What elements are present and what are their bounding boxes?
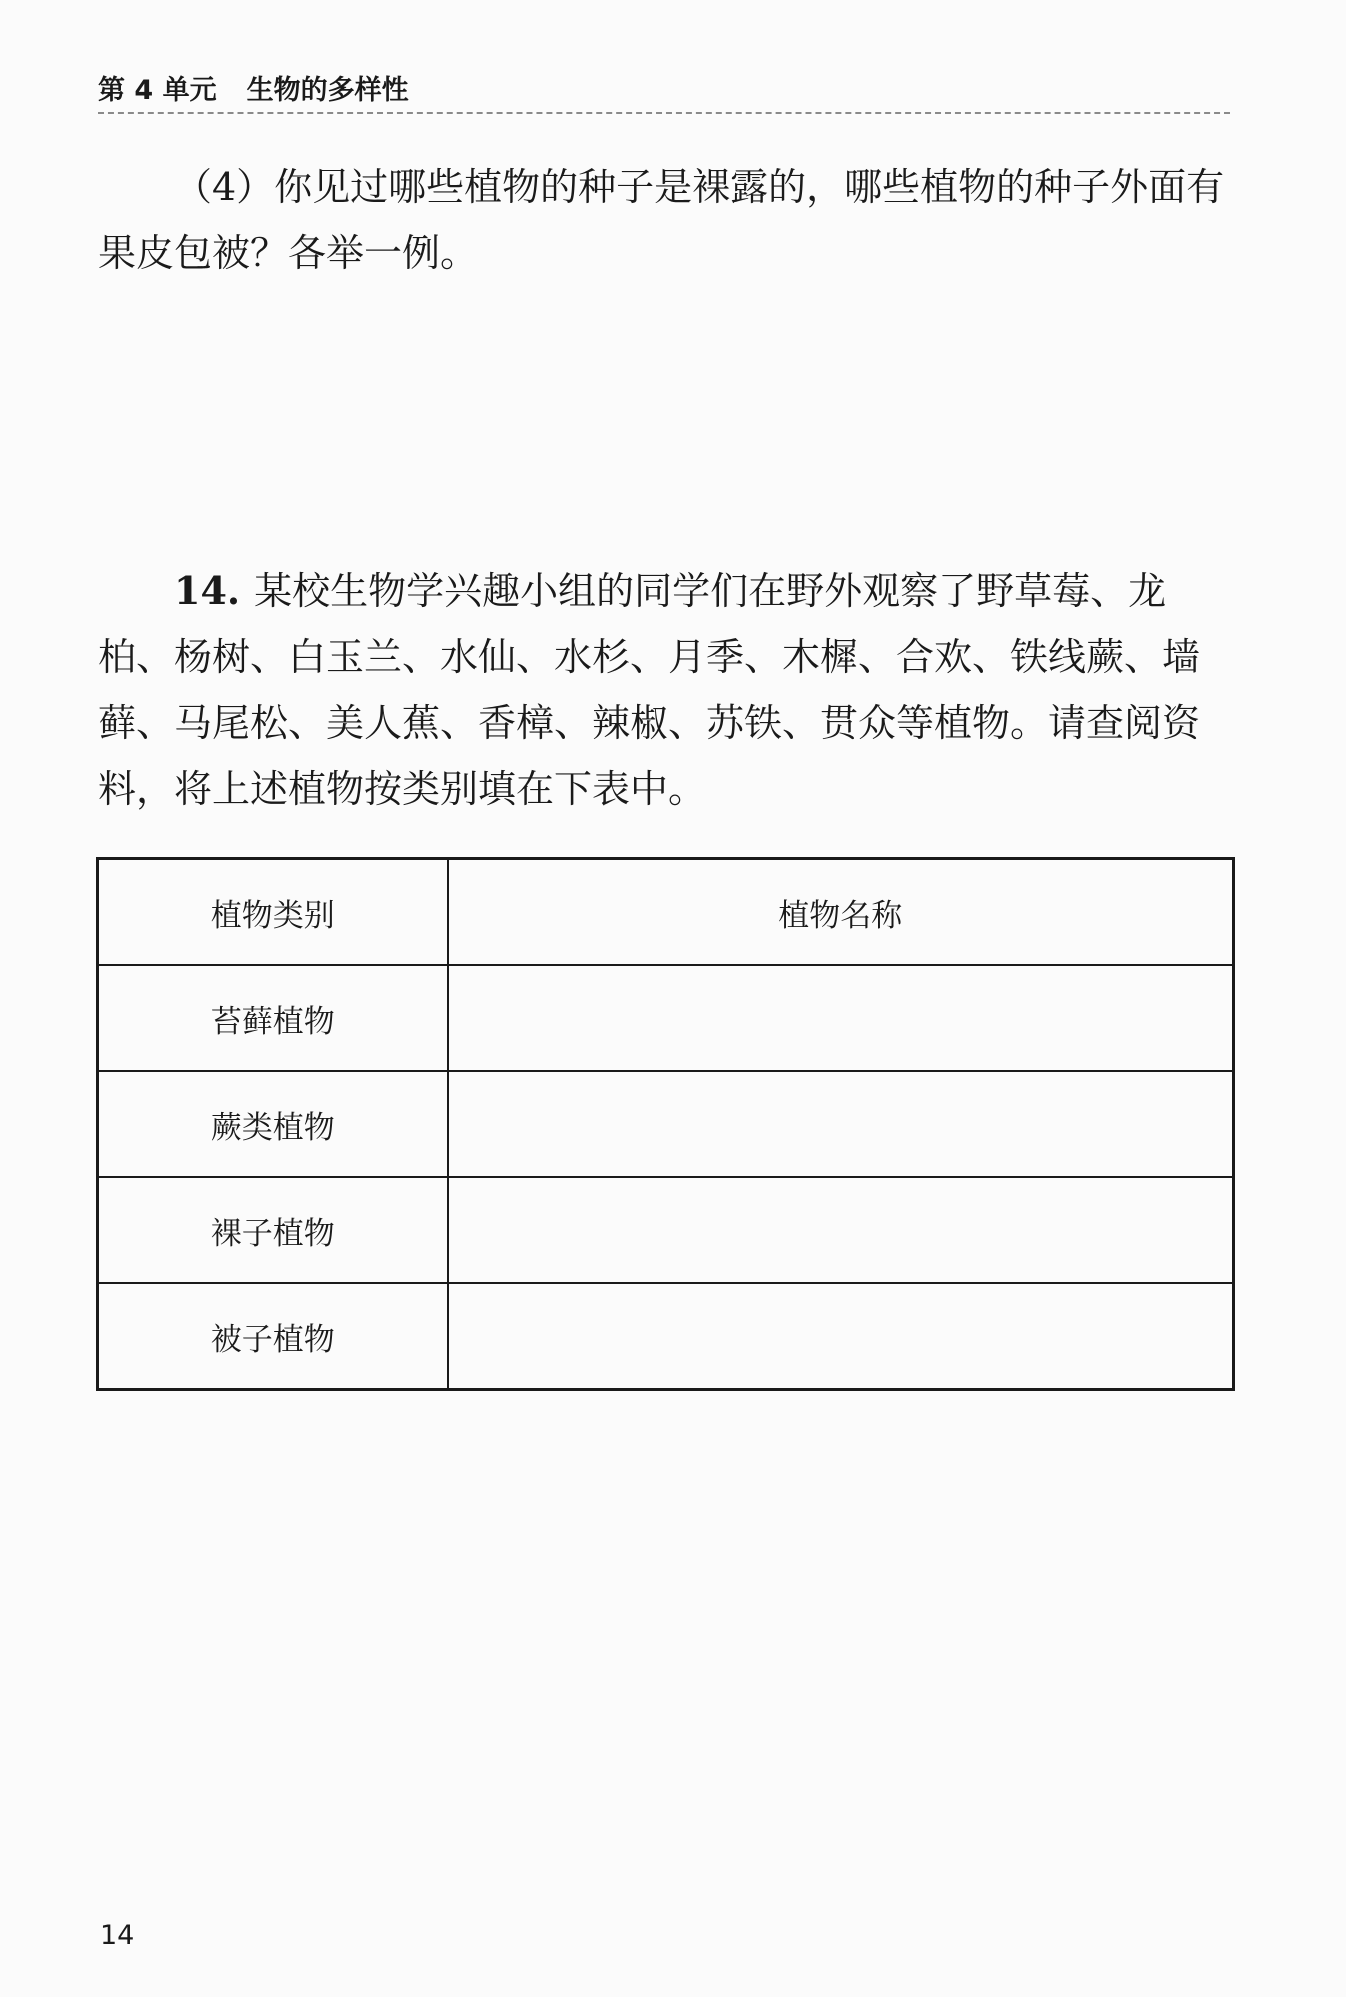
names-answer-cell[interactable] [448,1071,1234,1177]
names-answer-cell[interactable] [448,965,1234,1071]
question-14 [98,558,1230,822]
plant-classification-table [96,857,1235,1391]
question-number: 14. [174,568,241,613]
table-header-row [98,859,1234,966]
table-row [98,1177,1234,1283]
names-answer-cell[interactable] [448,1283,1234,1390]
category-cell: 被子植物 [98,1283,448,1390]
page-number: 14 [100,1920,135,1951]
unit-label: 第 4 单元 [98,75,217,106]
table-row [98,1283,1234,1390]
header-category: 植物类别 [98,859,448,966]
table-row [98,1071,1234,1177]
category-cell: 蕨类植物 [98,1071,448,1177]
running-header [98,70,1230,114]
names-answer-cell[interactable] [448,1177,1234,1283]
category-cell: 苔藓植物 [98,965,448,1071]
table-row [98,965,1234,1071]
unit-title: 生物的多样性 [246,75,409,106]
category-cell: 裸子植物 [98,1177,448,1283]
question-4: （4）你见过哪些植物的种子是裸露的，哪些植物的种子外面有果皮包被？各举一例。 [98,165,1225,275]
question-14-text: 某校生物学兴趣小组的同学们在野外观察了野草莓、龙柏、杨树、白玉兰、水仙、水杉、月季、木樨、合欢、铁线蕨、墙藓、马尾松、美人蕉、香樟、辣椒、苏铁、贯众等植物。请查阅资料，将上述植物按类别填在下表中。 [98,569,1201,811]
header-names: 植物名称 [448,859,1234,966]
